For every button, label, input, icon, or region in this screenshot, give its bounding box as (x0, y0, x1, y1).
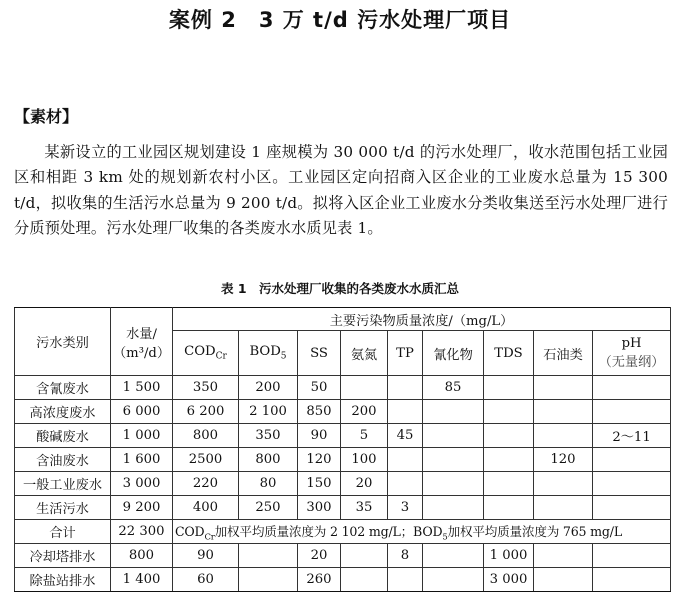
table-cell: 60 (173, 568, 239, 592)
table-row (15, 472, 671, 496)
table-cell: 3 000 (484, 568, 534, 592)
table-cell: 3 (388, 496, 423, 520)
table-cell (534, 400, 593, 424)
table-cell (593, 472, 671, 496)
table-cell (593, 496, 671, 520)
table-cell: 2～11 (593, 424, 671, 448)
table-cell (388, 472, 423, 496)
table-cell (341, 568, 388, 592)
table-row (15, 568, 671, 592)
table-cell (593, 544, 671, 568)
table-cell: 800 (239, 448, 298, 472)
table-cell: 高浓度废水 (15, 400, 111, 424)
header-flow-line2: （m³/d） (113, 345, 171, 361)
table-cell: 35 (341, 496, 388, 520)
table-cell: 45 (388, 424, 423, 448)
table-cell: 200 (239, 376, 298, 400)
table-cell: 100 (341, 448, 388, 472)
table-cell: 6 000 (111, 400, 173, 424)
table-row (15, 424, 671, 448)
table-cell (484, 472, 534, 496)
table-cell (593, 376, 671, 400)
table-row (15, 400, 671, 424)
table-cell: 2500 (173, 448, 239, 472)
table-cell (593, 400, 671, 424)
table-cell: 300 (298, 496, 341, 520)
table-cell: 250 (239, 496, 298, 520)
header-ph-note: （无量纲） (598, 355, 665, 370)
total-flow: 22 300 (111, 520, 173, 544)
header-ph: pH （无量纲） (593, 331, 671, 376)
table-cell (239, 568, 298, 592)
table-cell: 20 (298, 544, 341, 568)
water-quality-table (14, 307, 671, 592)
total-note: $COD_{Cr}$加权平均质量浓度为 2 102 mg/L；$BOD_5$加权平均质量浓度为 765 mg/L (173, 520, 671, 544)
table-cell: 一般工业废水 (15, 472, 111, 496)
table-cell: 9 200 (111, 496, 173, 520)
header-cod: $COD_{Cr}$ (173, 331, 239, 376)
table-cell: 80 (239, 472, 298, 496)
table-cell (484, 400, 534, 424)
table-row (15, 544, 671, 568)
table-cell: 20 (341, 472, 388, 496)
table-cell: 260 (298, 568, 341, 592)
table-cell: 3 000 (111, 472, 173, 496)
table-cell: 800 (173, 424, 239, 448)
header-ammonia: 氨氮 (341, 331, 388, 376)
table-cell: 350 (173, 376, 239, 400)
header-cod-sub: Cr (215, 351, 227, 362)
table-cell: 800 (111, 544, 173, 568)
table-cell: 1 000 (111, 424, 173, 448)
header-flow (111, 308, 173, 376)
section-label: 【素材】 (14, 107, 79, 126)
table-cell: 6 200 (173, 400, 239, 424)
table-cell (534, 496, 593, 520)
table-cell: 含氰废水 (15, 376, 111, 400)
table-cell (423, 400, 484, 424)
table-cell: 5 (341, 424, 388, 448)
table-total-row (15, 520, 671, 544)
table-cell: 85 (423, 376, 484, 400)
table-cell (484, 448, 534, 472)
table-cell (423, 496, 484, 520)
table-cell: 1 500 (111, 376, 173, 400)
table-cell: 2 100 (239, 400, 298, 424)
header-pollutant-group: 主要污染物质量浓度/（mg/L） (173, 308, 671, 331)
table-cell (593, 568, 671, 592)
header-tds: TDS (484, 331, 534, 376)
page-title: 案例 2 3 万 t/d 污水处理厂项目 (168, 8, 512, 32)
table-row (15, 448, 671, 472)
table-cell (593, 448, 671, 472)
table-cell (484, 496, 534, 520)
table-cell: 200 (341, 400, 388, 424)
table-row (15, 496, 671, 520)
header-oil: 石油类 (534, 331, 593, 376)
table-cell (423, 568, 484, 592)
table-cell (341, 376, 388, 400)
table-cell: 350 (239, 424, 298, 448)
table-cell (423, 544, 484, 568)
table-cell (423, 448, 484, 472)
table-cell: 90 (173, 544, 239, 568)
header-ss: SS (298, 331, 341, 376)
table-cell: 生活污水 (15, 496, 111, 520)
table-cell (534, 568, 593, 592)
table-caption: 表 1 污水处理厂收集的各类废水水质汇总 (220, 281, 460, 296)
table-cell (423, 472, 484, 496)
table-cell: 120 (534, 448, 593, 472)
table-cell: 150 (298, 472, 341, 496)
header-category: 污水类别 (15, 308, 111, 376)
table-cell (534, 544, 593, 568)
table-cell (534, 376, 593, 400)
table-cell: 850 (298, 400, 341, 424)
table-cell (388, 376, 423, 400)
table-cell: 1 600 (111, 448, 173, 472)
table-cell (423, 424, 484, 448)
table-cell (239, 544, 298, 568)
table-cell (534, 472, 593, 496)
table-cell: 8 (388, 544, 423, 568)
table-cell (484, 376, 534, 400)
table-cell: 220 (173, 472, 239, 496)
table-cell: 除盐站排水 (15, 568, 111, 592)
header-cyanide: 氰化物 (423, 331, 484, 376)
header-bod: $BOD_5$ (239, 331, 298, 376)
header-bod-sub: 5 (280, 351, 287, 362)
table-cell: 50 (298, 376, 341, 400)
table-cell (388, 568, 423, 592)
table-cell: 120 (298, 448, 341, 472)
table-cell (388, 400, 423, 424)
header-flow-line1: 水量/ (126, 326, 157, 342)
body-paragraph: 某新设立的工业园区规划建设 1 座规模为 30 000 t/d 的污水处理厂，收水范围包括工业园区和相距 3 km 处的规划新农村小区。工业园区定向招商入区企业的工业废水总量为 15 300 t/d，拟收集的生活污水总量为 9 200 t/d。拟将入区企业工业废水分类收集送至污水处理厂进行分质预处理。污水处理厂收集的各类废水水质见表 1。 (14, 143, 668, 237)
header-tp: TP (388, 331, 423, 376)
table-cell: 1 400 (111, 568, 173, 592)
table-cell (534, 424, 593, 448)
table-cell: 400 (173, 496, 239, 520)
table-cell (388, 448, 423, 472)
table-cell: 冷却塔排水 (15, 544, 111, 568)
table-cell (341, 544, 388, 568)
table-cell: 酸碱废水 (15, 424, 111, 448)
table-cell: 90 (298, 424, 341, 448)
table-cell: 1 000 (484, 544, 534, 568)
total-label: 合计 (15, 520, 111, 544)
table-row (15, 376, 671, 400)
table-cell (484, 424, 534, 448)
table-cell: 含油废水 (15, 448, 111, 472)
